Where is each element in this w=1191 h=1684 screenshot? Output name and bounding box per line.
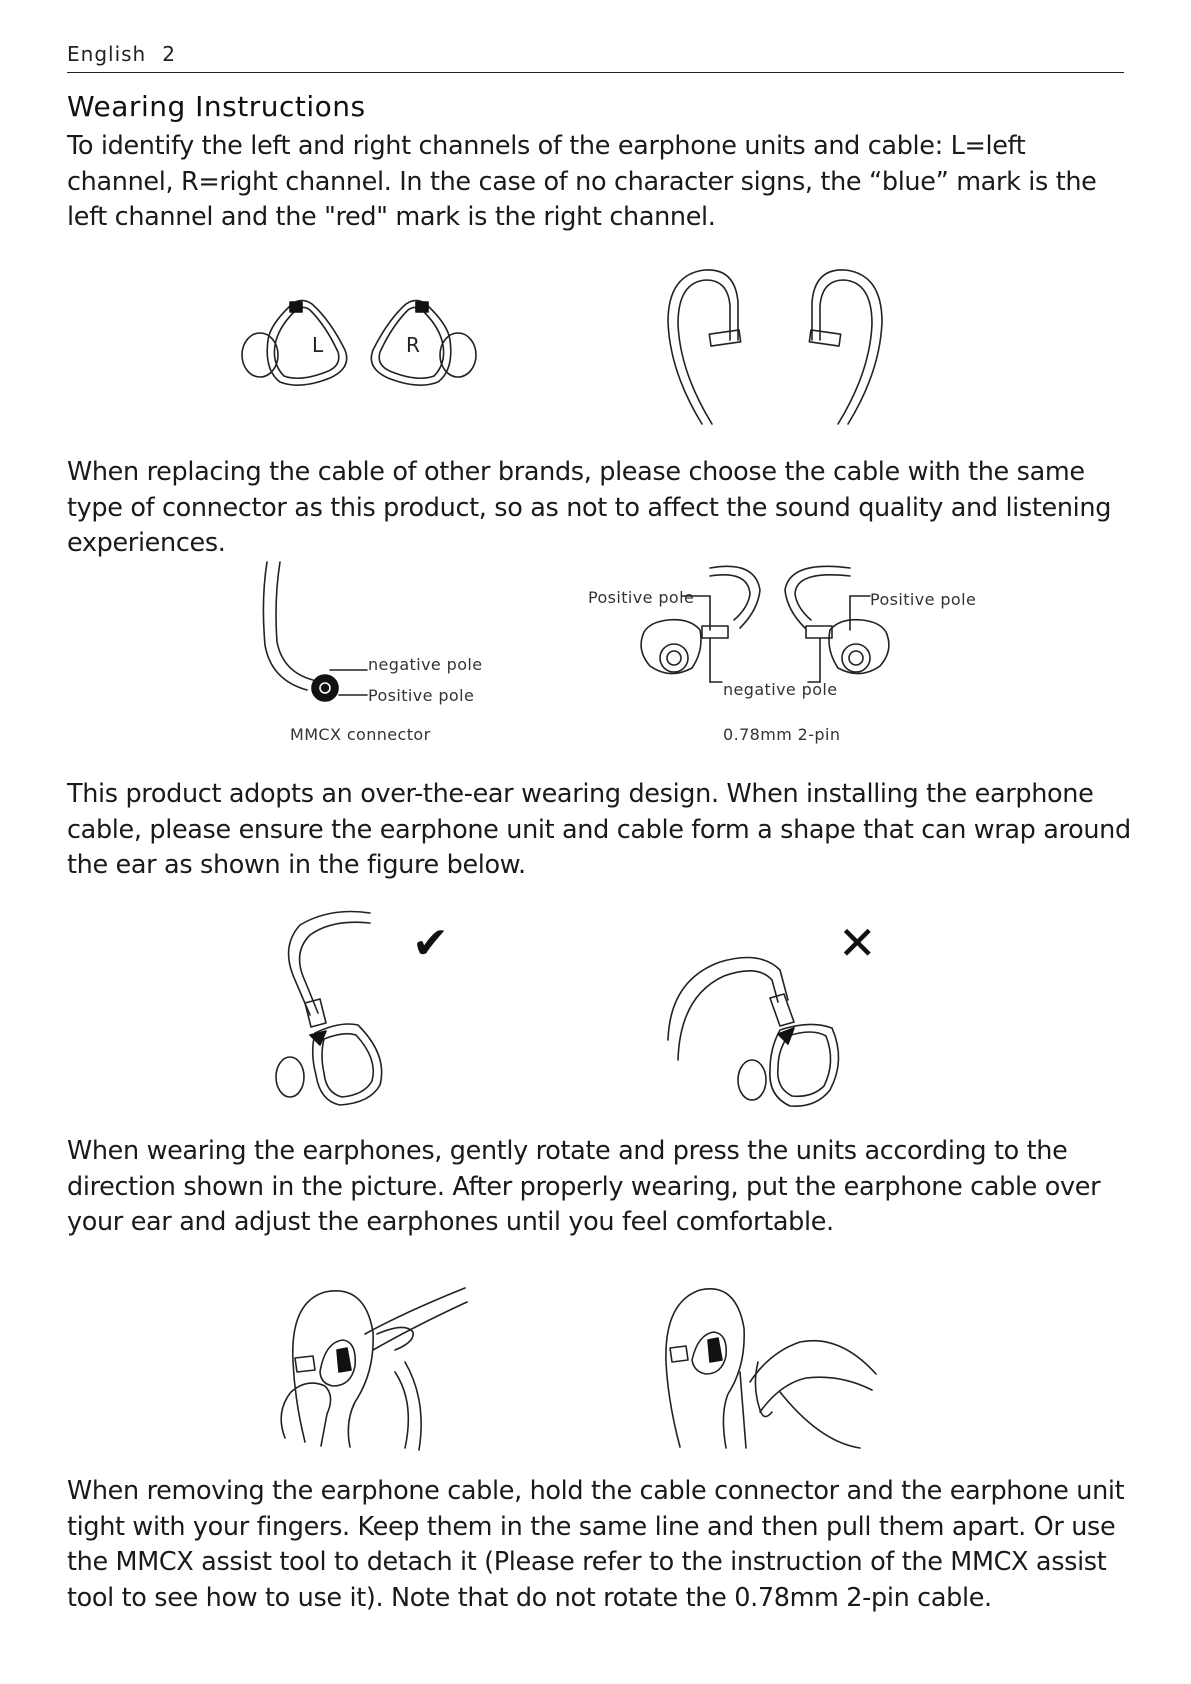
left-earphone-unit: [242, 300, 347, 385]
wearing-step-right-illustration: [640, 1262, 880, 1452]
right-earphone-unit: [371, 300, 476, 385]
two-pin-connector-illustration: [630, 560, 905, 695]
page-header: [67, 42, 176, 66]
correct-check-icon: ✔: [412, 918, 449, 969]
mmcx-negative-pole-label: negative pole: [368, 655, 483, 674]
paragraph-over-ear-design: This product adopts an over-the-ear wearing design. When installing the earphone cable, please ensure the earphone unit and cable form a shape that can wrap around the ear as shown in the figure below.: [67, 779, 1131, 880]
page-number: 2: [162, 42, 176, 66]
earphone-units-illustration: [230, 290, 490, 405]
pin-positive-pole-right-label: Positive pole: [870, 590, 977, 609]
page-title: Wearing Instructions: [67, 90, 366, 123]
correct-wrap-illustration: [270, 905, 400, 1115]
mmcx-connector-illustration: [255, 560, 375, 710]
paragraph-wearing-earphones: When wearing the earphones, gently rotate and press the units according to the direction shown in the picture. After properly wearing, put the earphone cable over your ear and adjust the earphones until you feel comfortable.: [67, 1136, 1101, 1237]
paragraph-replace-cable: When replacing the cable of other brands, please choose the cable with the same type of connector as this product, so as not to affect the sound quality and listening experiences.: [67, 457, 1112, 558]
mmcx-positive-pole-label: Positive pole: [368, 686, 475, 705]
left-channel-mark: L: [312, 333, 324, 357]
pin-positive-pole-left-label: Positive pole: [588, 588, 695, 607]
paragraph-identify-channels: To identify the left and right channels of the earphone units and cable: L=left channel, R=right channel. In the case of no character signs, the “blue” mark is the left channel and the "red" mark is the right channel.: [67, 131, 1097, 232]
pin-negative-pole-label: negative pole: [723, 680, 838, 699]
wearing-step-left-illustration: [255, 1262, 475, 1452]
mmcx-caption: MMCX connector: [290, 725, 431, 744]
wrong-cross-icon: ✕: [838, 916, 877, 970]
paragraph-removing-cable: When removing the earphone cable, hold the cable connector and the earphone unit tight with your fingers. Keep them in the same line and then pull them apart. Or use the MMCX assist tool to detach it (Please refer to the instruction of the MMCX assist tool to see how to use it). Note that do not rotate the 0.78mm 2-pin cable.: [67, 1476, 1125, 1613]
wrong-wrap-illustration: [660, 940, 850, 1115]
header-rule: [67, 72, 1124, 73]
cable-channels-illustration: [660, 262, 900, 427]
right-channel-mark: R: [406, 333, 420, 357]
header-language: English: [67, 42, 147, 66]
pin-caption: 0.78mm 2-pin: [723, 725, 841, 744]
